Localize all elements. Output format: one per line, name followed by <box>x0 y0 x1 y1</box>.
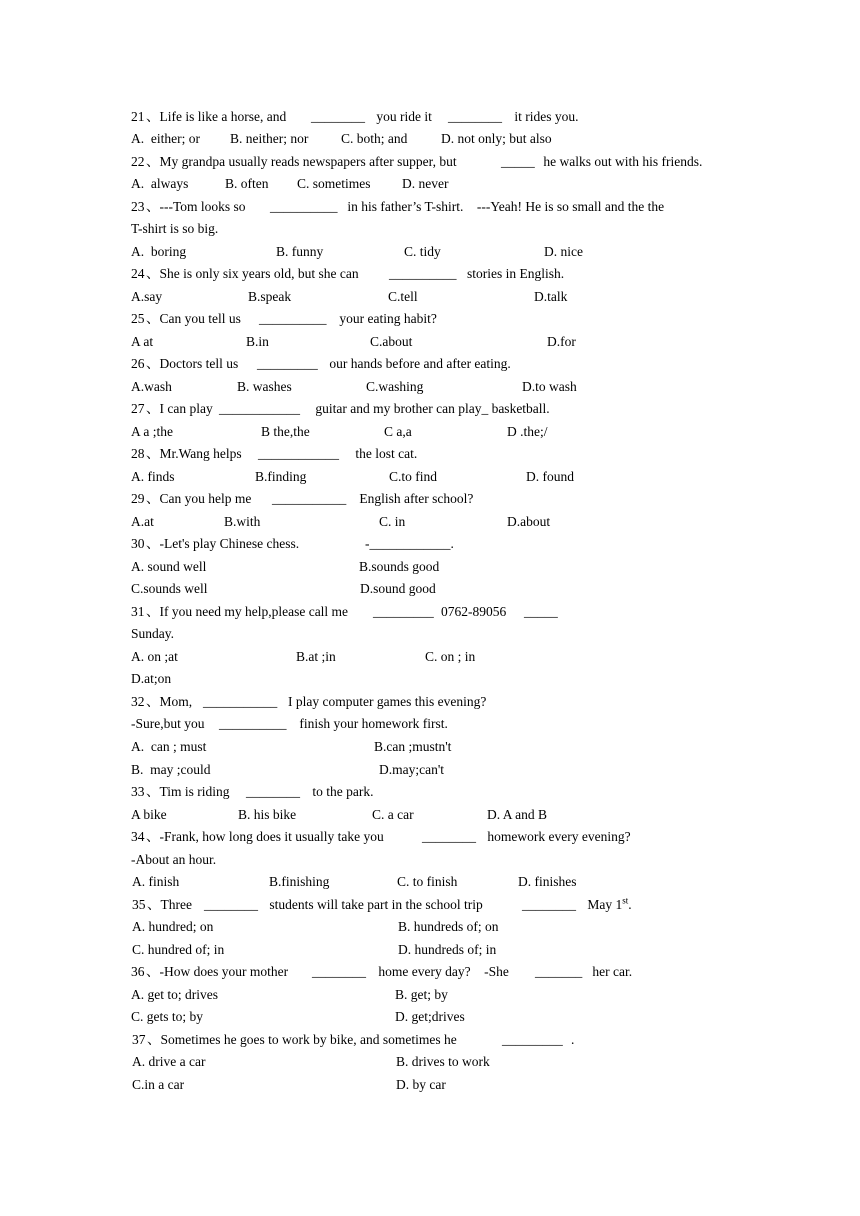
option-c: B. may ;could <box>131 762 211 777</box>
option-d: D.to wash <box>522 379 577 394</box>
option-b: B.sounds good <box>359 559 440 574</box>
option-a: A. can ; must <box>131 739 207 754</box>
stem-text: T-shirt is so big. <box>131 221 219 236</box>
option-b: B.at ;in <box>296 649 336 664</box>
question-number: 21 <box>131 109 145 124</box>
question-31-stem <box>0 601 558 623</box>
question-number: 32 <box>131 694 145 709</box>
question-number: 23 <box>131 199 145 214</box>
question-34-stem-continued <box>0 849 217 871</box>
option-a: A at <box>131 334 154 349</box>
question-number: 35 <box>132 897 146 912</box>
question-22-options <box>0 173 449 195</box>
stem-text: it rides you. <box>511 109 579 124</box>
stem-text: he walks out with his friends. <box>540 154 703 169</box>
question-30-options-row1 <box>0 556 440 578</box>
stem-text: our hands before and after eating. <box>326 356 511 371</box>
stem-text: you ride it <box>373 109 436 124</box>
answer-blank: _____ <box>501 154 535 169</box>
superscript-st: st <box>622 895 629 906</box>
option-a: A. on ;at <box>131 649 178 664</box>
answer-blank: __________ <box>259 311 327 326</box>
option-a: A.wash <box>131 379 172 394</box>
stem-text: I play computer games this evening? <box>288 694 487 709</box>
stem-text: . <box>571 1032 575 1047</box>
option-a: A. get to; drives <box>131 987 218 1002</box>
option-c: C. gets to; by <box>131 1009 204 1024</box>
option-a: A. drive a car <box>132 1054 206 1069</box>
answer-blank: ________ <box>311 109 365 124</box>
question-27-stem <box>0 398 550 420</box>
stem-text: 、Tim is riding <box>146 784 233 799</box>
option-c: C. both; and <box>341 131 408 146</box>
stem-text: -Sure,but you <box>131 716 208 731</box>
option-a: A.at <box>131 514 154 529</box>
option-b: B.speak <box>248 289 292 304</box>
stem-text: 、-Frank, how long does it usually take you <box>146 829 388 844</box>
stem-text: 、-Let's play Chinese chess. <box>146 536 300 551</box>
question-number: 37 <box>132 1032 146 1047</box>
question-37-stem <box>0 1029 575 1051</box>
stem-text: 、She is only six years old, but she can <box>146 266 362 281</box>
question-31-options-row1 <box>0 646 476 668</box>
option-b: B.can ;mustn't <box>374 739 452 754</box>
answer-blank: _________ <box>257 356 318 371</box>
stem-text: Sunday. <box>131 626 174 641</box>
stem-text: stories in English. <box>467 266 565 281</box>
option-c: C a,a <box>384 424 412 439</box>
question-24-stem <box>0 263 565 285</box>
question-23-options <box>0 241 583 263</box>
question-32-options-row1 <box>0 736 452 758</box>
option-d: D. not only; but also <box>441 131 552 146</box>
question-34-stem <box>0 826 631 848</box>
stem-text: in his father’s T-shirt. ---Yeah! He is so small and the the <box>344 199 665 214</box>
option-c: C. hundred of; in <box>132 942 225 957</box>
question-36-options-row1 <box>0 984 448 1006</box>
answer-blank: ________ <box>204 897 258 912</box>
option-d: D. never <box>402 176 449 191</box>
stem-text: the lost cat. <box>352 446 418 461</box>
option-b: B. get; by <box>395 987 448 1002</box>
question-21-stem <box>0 106 579 128</box>
option-c: C. on ; in <box>425 649 476 664</box>
question-number: 22 <box>131 154 145 169</box>
stem-text: your eating habit? <box>336 311 437 326</box>
stem-text: 、My grandpa usually reads newspapers after supper, but <box>146 154 460 169</box>
option-d: D. found <box>526 469 574 484</box>
question-35-options-row1 <box>0 916 499 938</box>
question-number: 24 <box>131 266 145 281</box>
question-28-stem <box>0 443 418 465</box>
question-number: 31 <box>131 604 145 619</box>
option-d: D.may;can't <box>379 762 445 777</box>
question-26-stem <box>0 353 511 375</box>
stem-text: -____________. <box>365 536 454 551</box>
stem-text: guitar and my brother can play_ basketball. <box>312 401 550 416</box>
option-a: A a ;the <box>131 424 173 439</box>
question-32-options-row2 <box>0 759 445 781</box>
answer-blank: ________ <box>522 897 576 912</box>
answer-blank: ____________ <box>258 446 339 461</box>
option-a: A. always <box>131 176 189 191</box>
answer-blank: ________ <box>422 829 476 844</box>
option-c: C. in <box>379 514 406 529</box>
option-a: A. hundred; on <box>132 919 214 934</box>
question-33-options <box>0 804 548 826</box>
question-24-options <box>0 286 568 308</box>
question-25-options <box>0 331 576 353</box>
answer-blank: ____________ <box>219 401 300 416</box>
option-d: D. finishes <box>518 874 577 889</box>
question-25-stem <box>0 308 437 330</box>
option-a: A. sound well <box>131 559 207 574</box>
question-36-stem <box>0 961 633 983</box>
question-number: 29 <box>131 491 145 506</box>
option-c: C.in a car <box>132 1077 185 1092</box>
stem-text: her car. <box>589 964 633 979</box>
stem-text: 、---Tom looks so <box>146 199 249 214</box>
question-35-stem <box>0 894 632 916</box>
option-d: D. hundreds of; in <box>398 942 497 957</box>
answer-blank: ___________ <box>203 694 278 709</box>
stem-text: home every day? -She <box>375 964 513 979</box>
question-number: 26 <box>131 356 145 371</box>
stem-text: 0762-89056 <box>441 604 507 619</box>
answer-blank: _________ <box>373 604 434 619</box>
question-37-options-row1 <box>0 1051 490 1073</box>
option-d: D. get;drives <box>395 1009 465 1024</box>
option-c: C. to finish <box>397 874 458 889</box>
stem-text: 、Life is like a horse, and <box>146 109 290 124</box>
question-23-stem-continued <box>0 218 219 240</box>
option-d: D. nice <box>544 244 583 259</box>
stem-text: homework every evening? <box>484 829 631 844</box>
question-number: 27 <box>131 401 145 416</box>
option-b: B the,the <box>261 424 310 439</box>
option-c: C. a car <box>372 807 414 822</box>
stem-text: 、Doctors tell us <box>146 356 242 371</box>
option-b: B. funny <box>276 244 324 259</box>
question-37-options-row2 <box>0 1074 446 1096</box>
option-b: B. often <box>225 176 269 191</box>
option-b: B.with <box>224 514 261 529</box>
question-32-stem <box>0 691 487 713</box>
option-b: B. his bike <box>238 807 297 822</box>
stem-text: 、Sometimes he goes to work by bike, and sometimes he <box>147 1032 461 1047</box>
answer-blank: __________ <box>270 199 338 214</box>
stem-text: -About an hour. <box>131 852 217 867</box>
option-d: D.at;on <box>131 671 172 686</box>
stem-text: May 1st. <box>584 895 632 912</box>
option-a: A. finish <box>132 874 180 889</box>
question-32-stem-continued <box>0 713 448 735</box>
question-number: 36 <box>131 964 145 979</box>
option-c: C. tidy <box>404 244 441 259</box>
option-b: B. neither; nor <box>230 131 309 146</box>
option-d: D.for <box>547 334 576 349</box>
option-c: C.about <box>370 334 413 349</box>
stem-text: 、-How does your mother <box>146 964 292 979</box>
question-31-options-row2 <box>0 668 172 690</box>
answer-blank: _________ <box>502 1032 563 1047</box>
question-33-stem <box>0 781 374 803</box>
option-a: A. finds <box>131 469 175 484</box>
question-number: 33 <box>131 784 145 799</box>
stem-text: finish your homework first. <box>296 716 448 731</box>
stem-text: 、I can play <box>146 401 213 416</box>
answer-blank: __________ <box>389 266 457 281</box>
answer-blank: ___________ <box>272 491 347 506</box>
option-c: C.sounds well <box>131 581 208 596</box>
stem-text: 、Can you tell us <box>146 311 245 326</box>
option-c: C.tell <box>388 289 418 304</box>
option-d: D. by car <box>396 1077 446 1092</box>
stem-text: 、Can you help me <box>146 491 255 506</box>
option-b: B.finishing <box>269 874 330 889</box>
question-29-options <box>0 511 551 533</box>
option-d: D.about <box>507 514 551 529</box>
question-26-options <box>0 376 577 398</box>
option-b: B.in <box>246 334 269 349</box>
option-d: D. A and B <box>487 807 548 822</box>
option-b: B. washes <box>237 379 292 394</box>
option-b: B.finding <box>255 469 307 484</box>
option-d: D.talk <box>534 289 568 304</box>
option-d: D.sound good <box>360 581 436 596</box>
answer-blank: ________ <box>312 964 366 979</box>
question-number: 25 <box>131 311 145 326</box>
question-34-options <box>0 871 577 893</box>
answer-blank: _____ <box>524 604 558 619</box>
question-number: 34 <box>131 829 145 844</box>
option-c: C.to find <box>389 469 438 484</box>
answer-blank: ________ <box>246 784 300 799</box>
stem-text: to the park. <box>309 784 374 799</box>
question-36-options-row2 <box>0 1006 465 1028</box>
option-a: A. boring <box>131 244 187 259</box>
option-c: C.washing <box>366 379 424 394</box>
answer-blank: __________ <box>219 716 287 731</box>
question-number: 30 <box>131 536 145 551</box>
answer-blank: ________ <box>448 109 502 124</box>
question-28-options <box>0 466 574 488</box>
question-23-stem <box>0 196 665 218</box>
question-21-options <box>0 128 552 150</box>
stem-text: 、Mr.Wang helps <box>146 446 246 461</box>
question-number: 28 <box>131 446 145 461</box>
stem-text: students will take part in the school trip <box>266 897 487 912</box>
stem-text: 、Three <box>147 897 196 912</box>
question-30-options-row2 <box>0 578 436 600</box>
option-b: B. hundreds of; on <box>398 919 499 934</box>
stem-text: English after school? <box>356 491 474 506</box>
option-a: A.say <box>131 289 163 304</box>
option-c: C. sometimes <box>297 176 371 191</box>
question-29-stem <box>0 488 474 510</box>
option-a: A bike <box>131 807 167 822</box>
option-a: A. either; or <box>131 131 200 146</box>
stem-text: 、Mom, <box>146 694 196 709</box>
question-27-options <box>0 421 548 443</box>
question-22-stem <box>0 151 703 173</box>
question-31-stem-continued <box>0 623 174 645</box>
option-b: B. drives to work <box>396 1054 490 1069</box>
stem-text: 、If you need my help,please call me <box>146 604 349 619</box>
question-35-options-row2 <box>0 939 497 961</box>
question-30-stem <box>0 533 454 555</box>
answer-blank: _______ <box>535 964 583 979</box>
option-d: D .the;/ <box>507 424 548 439</box>
